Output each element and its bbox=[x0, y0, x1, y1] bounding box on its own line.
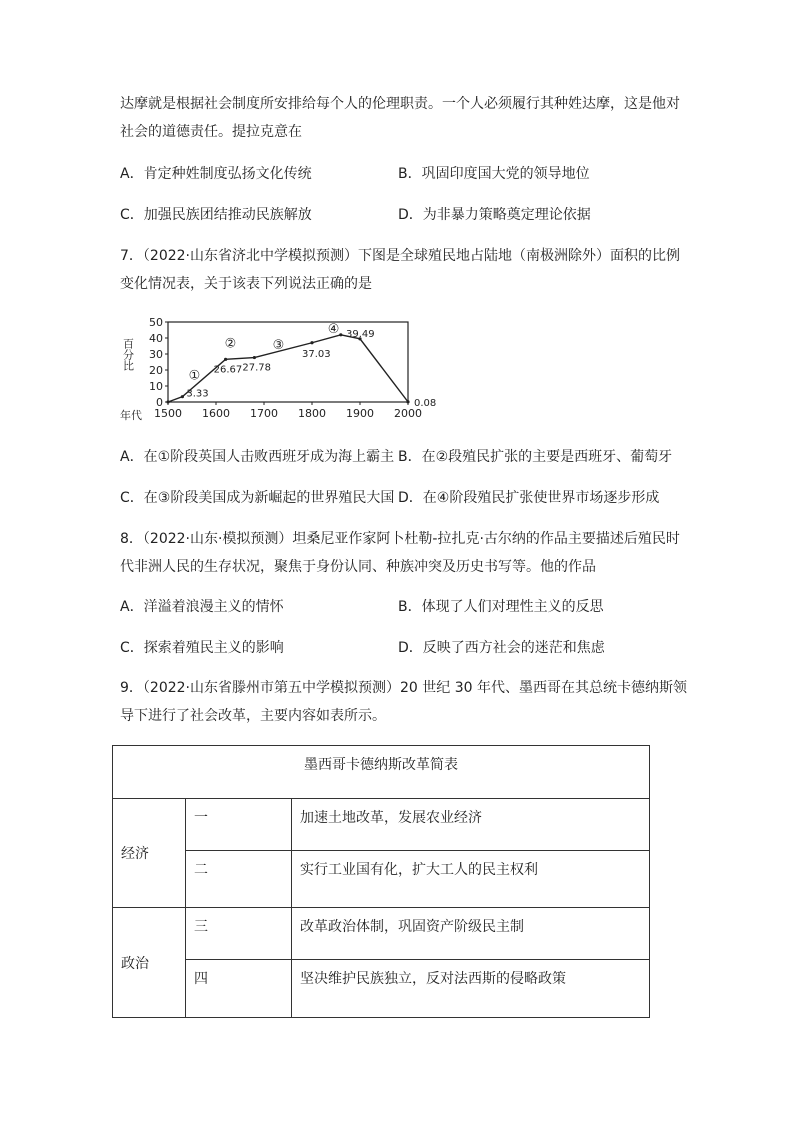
stage-marker: ② bbox=[224, 336, 237, 352]
table-row-num: 一 bbox=[186, 799, 292, 851]
data-point bbox=[224, 358, 227, 361]
q8-option-d[interactable]: D．反映了西方社会的迷茫和焦虑 bbox=[398, 640, 605, 656]
y-tick-label: 10 bbox=[149, 380, 163, 393]
data-point bbox=[253, 356, 256, 359]
q8-option-c[interactable]: C．探索着殖民主义的影响 bbox=[120, 640, 284, 656]
data-label: 3.33 bbox=[186, 388, 209, 400]
table-row-content: 实行工业国有化，扩大工人的民主权利 bbox=[292, 851, 650, 908]
q7-option-d[interactable]: D．在④阶段殖民扩张使世界市场逐步形成 bbox=[398, 490, 660, 506]
x-tick-label: 1500 bbox=[154, 407, 182, 420]
q7-option-b[interactable]: B．在②段殖民扩张的主要是西班牙、葡萄牙 bbox=[398, 449, 673, 465]
y-tick-label: 50 bbox=[149, 316, 163, 329]
data-point bbox=[310, 341, 313, 344]
table-category-economy: 经济 bbox=[113, 799, 186, 908]
x-tick-label: 1900 bbox=[346, 407, 374, 420]
data-point bbox=[339, 333, 342, 336]
data-label: 37.03 bbox=[302, 348, 331, 360]
chart-x-label: 年代 bbox=[120, 409, 142, 422]
data-label: 27.78 bbox=[242, 362, 272, 374]
y-tick-label: 20 bbox=[149, 364, 163, 377]
q6-option-b[interactable]: B．巩固印度国大党的领导地位 bbox=[398, 166, 590, 182]
q8-option-a[interactable]: A．洋溢着浪漫主义的情怀 bbox=[120, 599, 284, 615]
data-point bbox=[181, 395, 184, 398]
stage-marker: ① bbox=[188, 368, 201, 384]
q7-option-c[interactable]: C．在③阶段美国成为新崛起的世界殖民大国 bbox=[120, 490, 395, 506]
q9-stem-line-2: 导下进行了社会改革，主要内容如表所示。 bbox=[120, 708, 386, 724]
q8-option-b[interactable]: B．体现了人们对理性主义的反思 bbox=[398, 599, 604, 615]
x-tick-label: 1600 bbox=[202, 407, 230, 420]
data-label: 39.49 bbox=[346, 328, 375, 340]
intro-line-1: 达摩就是根据社会制度所安排给每个人的伦理职责。一个人必须履行其种姓达摩，这是他对 bbox=[120, 96, 680, 112]
q6-option-c[interactable]: C．加强民族团结推动民族解放 bbox=[120, 207, 312, 223]
data-point bbox=[406, 400, 409, 403]
x-tick-label: 1800 bbox=[298, 407, 326, 420]
q7-option-a[interactable]: A．在①阶段英国人击败西班牙成为海上霸主 bbox=[120, 449, 395, 465]
table-title: 墨西哥卡德纳斯改革简表 bbox=[113, 746, 650, 799]
intro-line-2: 社会的道德责任。提拉克意在 bbox=[120, 124, 302, 140]
table-category-politics: 政治 bbox=[113, 908, 186, 1018]
q7-stem-line-2: 变化情况表，关于该表下列说法正确的是 bbox=[120, 276, 372, 292]
data-point bbox=[166, 400, 169, 403]
stage-marker: ③ bbox=[272, 338, 285, 354]
stage-marker: ④ bbox=[327, 322, 340, 338]
table-row-content: 改革政治体制，巩固资产阶级民主制 bbox=[292, 908, 650, 960]
table-row-num: 三 bbox=[186, 908, 292, 960]
y-tick-label: 30 bbox=[149, 348, 163, 361]
q8-stem-line-2: 代非洲人民的生存状况，聚焦于身份认同、种族冲突及历史书写等。他的作品 bbox=[120, 559, 596, 575]
table-row-content: 加速土地改革，发展农业经济 bbox=[292, 799, 650, 851]
reform-table bbox=[112, 745, 650, 1018]
table-row-num: 二 bbox=[186, 851, 292, 908]
x-tick-label: 1700 bbox=[250, 407, 278, 420]
x-tick-label: 2000 bbox=[394, 407, 422, 420]
y-tick-label: 40 bbox=[149, 332, 163, 345]
q6-option-a[interactable]: A．肯定种姓制度弘扬文化传统 bbox=[120, 166, 312, 182]
data-label: 26.67 bbox=[213, 364, 243, 376]
q6-option-d[interactable]: D．为非暴力策略奠定理论依据 bbox=[398, 207, 591, 223]
y-tick-label: 0 bbox=[156, 396, 163, 409]
chart-y-label: 百分比 bbox=[121, 338, 135, 371]
q9-stem-line-1: 9．（2022·山东省滕州市第五中学模拟预测）20 世纪 30 年代、墨西哥在其总统卡德纳斯领 bbox=[120, 680, 687, 696]
table-row-num: 四 bbox=[186, 960, 292, 1018]
data-label: 0.08 bbox=[414, 397, 437, 409]
table-row-content: 坚决维护民族独立，反对法西斯的侵略政策 bbox=[292, 960, 650, 1018]
q8-stem-line-1: 8．（2022·山东·模拟预测）坦桑尼亚作家阿卜杜勒-拉扎克·古尔纳的作品主要描述后殖民时 bbox=[120, 531, 680, 547]
q7-stem-line-1: 7．（2022·山东省济北中学模拟预测）下图是全球殖民地占陆地（南极洲除外）面积的比例 bbox=[120, 248, 680, 264]
colony-area-line-chart bbox=[118, 310, 437, 426]
